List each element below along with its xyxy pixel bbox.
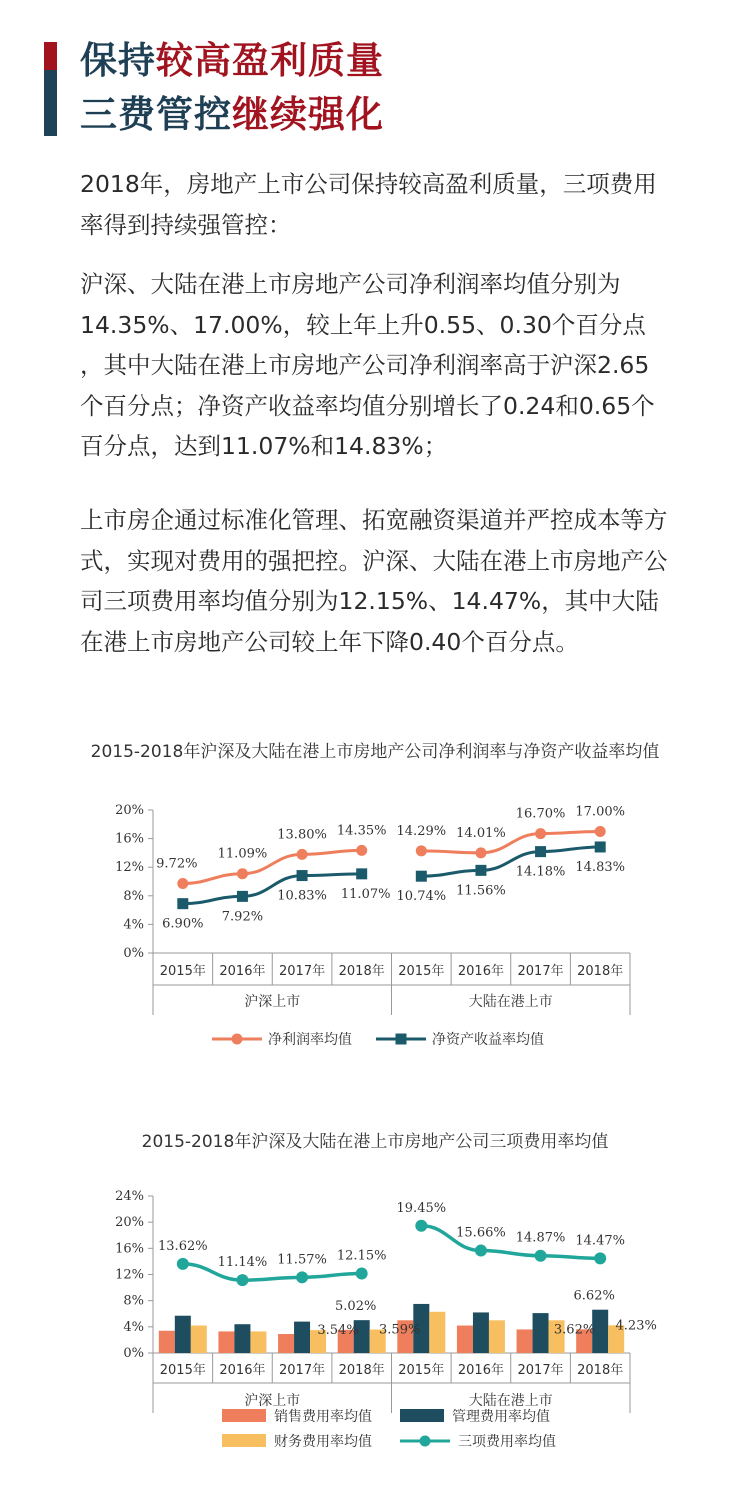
chart1-x-tick-label: 2016年 — [457, 964, 504, 979]
chart2-data-label: 11.14% — [217, 1255, 268, 1271]
chart1-y-tick-label: 0% — [123, 946, 144, 961]
chart2-bar-finance — [250, 1331, 266, 1353]
chart1-title: 2015-2018年沪深及大陆在港上市房地产公司净利润率与净资产收益率均值 — [90, 742, 660, 762]
chart1-y-tick-label: 20% — [115, 803, 144, 818]
chart1-group-label: 大陆在港上市 — [468, 994, 553, 1010]
chart1-data-label: 11.07% — [340, 886, 391, 902]
chart2-group-label: 沪深上市 — [244, 1393, 301, 1409]
chart2-data-label: 3.54% — [317, 1322, 359, 1338]
chart1-legend-marker-net-margin — [232, 1034, 243, 1045]
chart1-x-tick-label: 2016年 — [219, 964, 266, 979]
header-title-line1 — [80, 38, 384, 84]
paragraph-3 — [80, 500, 710, 662]
paragraph-line: 司三项费用率均值分别为12.15%、14.47%，其中大陆 — [80, 587, 659, 615]
chart1-point-roe — [595, 841, 606, 852]
chart1-data-label: 16.70% — [515, 806, 566, 822]
paragraph-line: 上市房企通过标准化管理、拓宽融资渠道并严控成本等方 — [80, 506, 668, 534]
chart2-bar-sales — [517, 1329, 533, 1353]
chart1-data-label: 14.29% — [396, 823, 447, 839]
chart1-y-tick-label: 4% — [123, 917, 144, 933]
chart2-data-label: 15.66% — [456, 1225, 506, 1241]
chart2-point-total — [594, 1252, 606, 1264]
paragraph-line: 2018年，房地产上市公司保持较高盈利质量，三项费用 — [80, 170, 657, 198]
chart2-data-label: 14.47% — [575, 1233, 625, 1249]
chart2-data-label: 12.15% — [336, 1248, 387, 1264]
chart1-data-label: 7.92% — [221, 909, 264, 925]
chart1-y-tick-label: 12% — [115, 860, 144, 876]
chart1-group-label: 沪深上市 — [244, 994, 301, 1010]
chart1-point-net-margin — [595, 826, 606, 837]
chart1-point-roe — [356, 868, 367, 879]
paragraph-line: 百分点，达到11.07%和14.83%； — [80, 432, 448, 460]
chart1-data-label: 14.01% — [456, 825, 506, 841]
chart1-point-net-margin — [356, 845, 367, 856]
chart1-y-tick-label: 16% — [115, 831, 144, 847]
chart1-data-label: 14.35% — [336, 823, 387, 839]
chart1-x-tick-label: 2015年 — [159, 964, 206, 979]
chart2-legend-label-total: 三项费用率均值 — [458, 1434, 556, 1450]
chart2-x-tick-label: 2016年 — [219, 1363, 266, 1378]
chart2-x-tick-label: 2016年 — [457, 1363, 504, 1378]
chart2-legend-label-admin: 管理费用率均值 — [452, 1409, 550, 1425]
chart2-data-label: 14.87% — [515, 1230, 566, 1246]
chart1-data-label: 17.00% — [575, 804, 625, 820]
chart2-data-label: 4.23% — [615, 1318, 657, 1334]
chart2-data-label: 5.02% — [335, 1299, 377, 1315]
header-line2-red: 继续强化 — [232, 93, 384, 136]
chart2-point-total — [296, 1271, 308, 1283]
chart2-series-line-total — [421, 1226, 600, 1259]
chart2-bar-sales — [457, 1326, 473, 1353]
chart2-y-tick-label: 12% — [115, 1267, 144, 1283]
chart2-legend-marker-total — [420, 1436, 431, 1447]
header-accent-bar-red — [44, 42, 57, 70]
chart2-bar-admin — [533, 1313, 549, 1353]
chart2-x-tick-label: 2015年 — [159, 1363, 206, 1378]
paragraph-line: 率得到持续强管控： — [80, 210, 292, 239]
chart1-data-label: 14.83% — [575, 859, 625, 875]
chart2-x-tick-label: 2017年 — [279, 1363, 326, 1378]
chart2-legend-swatch-admin — [400, 1409, 444, 1422]
chart2-point-total — [356, 1268, 368, 1280]
chart2-y-tick-label: 24% — [115, 1189, 144, 1204]
chart2-y-tick-label: 20% — [115, 1215, 144, 1231]
chart2-bar-admin — [234, 1324, 250, 1353]
chart1-x-tick-label: 2015年 — [398, 964, 445, 979]
paragraph-2 — [80, 264, 710, 467]
chart1-series-line-net-margin — [183, 850, 362, 883]
chart2-bar-admin — [473, 1312, 489, 1353]
chart1-legend-marker-roe — [396, 1034, 407, 1045]
chart2-data-label: 3.59% — [379, 1322, 421, 1338]
chart1-svg — [0, 790, 750, 1060]
chart2-series-line-total — [183, 1264, 362, 1280]
chart2-bar-finance — [191, 1326, 207, 1353]
chart1-data-label: 14.18% — [515, 864, 566, 880]
chart1-point-net-margin — [177, 878, 188, 889]
chart1-data-label: 6.90% — [162, 916, 204, 932]
chart2-point-total — [415, 1220, 427, 1232]
chart2-x-tick-label: 2018年 — [577, 1363, 624, 1378]
chart1-data-label: 13.80% — [277, 827, 327, 843]
chart1-data-label: 10.74% — [396, 889, 447, 905]
header-line1-red: 较高盈利质量 — [156, 39, 384, 82]
paragraph-1 — [80, 164, 710, 245]
paragraph-line: 14.35%、17.00%，较上年上升0.55、0.30个百分点 — [80, 310, 646, 339]
chart2-bar-finance — [429, 1312, 445, 1353]
chart2-bar-admin — [294, 1322, 310, 1353]
chart2-bar-sales — [159, 1331, 175, 1353]
chart1-point-roe — [475, 865, 486, 876]
chart1-data-label: 11.56% — [456, 883, 506, 899]
chart1-point-roe — [416, 871, 427, 882]
paragraph-line: 式，实现对费用的强把控。沪深、大陆在港上市房地产公 — [80, 546, 668, 575]
chart1-data-label: 10.83% — [277, 888, 327, 904]
chart2-bar-finance — [489, 1320, 505, 1353]
chart1-point-roe — [177, 898, 188, 909]
chart2-y-tick-label: 0% — [123, 1346, 144, 1361]
paragraph-line: 在港上市房地产公司较上年下降0.40个百分点。 — [80, 627, 579, 656]
chart2-data-label: 19.45% — [396, 1200, 447, 1216]
chart2-point-total — [177, 1258, 189, 1270]
chart2-title: 2015-2018年沪深及大陆在港上市房地产公司三项费用率均值 — [141, 1132, 609, 1152]
chart2-x-tick-label: 2015年 — [398, 1363, 445, 1378]
chart2-legend-label-sales: 销售费用率均值 — [274, 1409, 372, 1425]
header-line2-dark: 三费管控 — [80, 93, 232, 136]
chart2-point-total — [475, 1245, 487, 1257]
chart1-data-label: 11.09% — [217, 846, 268, 862]
chart2-x-tick-label: 2017年 — [517, 1363, 564, 1378]
chart2-group-label: 大陆在港上市 — [468, 1393, 553, 1409]
chart1-point-net-margin — [475, 847, 486, 858]
header-line1-dark: 保持 — [80, 39, 156, 82]
chart1-point-net-margin — [237, 868, 248, 879]
chart2-bar-sales — [278, 1334, 294, 1353]
chart2-data-label: 13.62% — [158, 1238, 208, 1254]
chart1-legend-label-roe: 净资产收益率均值 — [432, 1032, 544, 1048]
chart2-legend-swatch-sales — [222, 1409, 266, 1422]
chart1-point-net-margin — [416, 845, 427, 856]
chart2-point-total — [535, 1250, 547, 1262]
chart1-x-tick-label: 2018年 — [577, 964, 624, 979]
chart2-legend-swatch-finance — [222, 1434, 266, 1447]
chart1-x-tick-label: 2017年 — [517, 964, 564, 979]
chart1-point-roe — [237, 891, 248, 902]
chart1-point-roe — [535, 846, 546, 857]
header-accent-bar-navy — [44, 70, 57, 136]
chart2-y-tick-label: 16% — [115, 1241, 144, 1257]
chart2-bar-admin — [175, 1316, 191, 1353]
chart1-data-label: 9.72% — [156, 856, 198, 872]
chart1-x-tick-label: 2018年 — [338, 964, 385, 979]
chart2-bar-sales — [218, 1331, 234, 1353]
chart1-legend-label-net-margin: 净利润率均值 — [268, 1032, 352, 1048]
chart2-point-total — [236, 1274, 248, 1286]
paragraph-line: ，其中大陆在港上市房地产公司净利润率高于沪深2.65 — [80, 351, 650, 379]
chart2-y-tick-label: 4% — [123, 1319, 144, 1335]
chart1-x-tick-label: 2017年 — [279, 964, 326, 979]
chart2-x-tick-label: 2018年 — [338, 1363, 385, 1378]
paragraph-line: 个百分点；净资产收益率均值分别增长了0.24和0.65个 — [80, 391, 655, 420]
chart2-y-tick-label: 8% — [123, 1293, 144, 1309]
paragraph-line: 沪深、大陆在港上市房地产公司净利润率均值分别为 — [80, 270, 621, 298]
chart1-point-net-margin — [297, 849, 308, 860]
chart2-data-label: 6.62% — [573, 1288, 615, 1304]
chart2-data-label: 11.57% — [277, 1252, 327, 1268]
header-title-line2 — [80, 92, 384, 138]
chart1-point-net-margin — [535, 828, 546, 839]
chart1-y-tick-label: 8% — [123, 888, 144, 904]
chart1-point-roe — [297, 870, 308, 881]
chart2-data-label: 3.62% — [553, 1322, 596, 1338]
chart2-svg — [0, 1178, 750, 1468]
chart2-legend-label-finance: 财务费用率均值 — [274, 1434, 372, 1450]
